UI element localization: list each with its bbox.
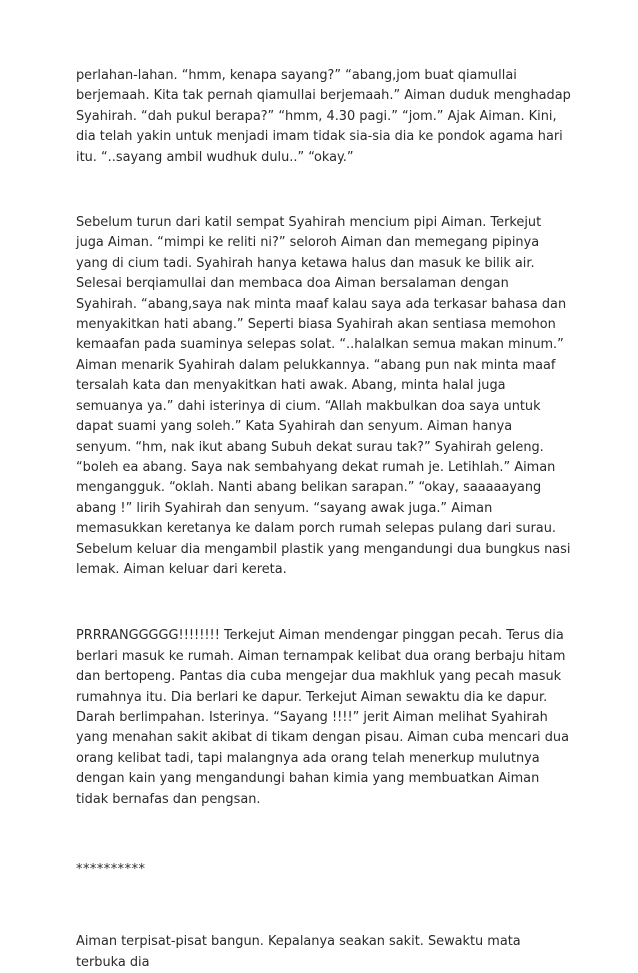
- paragraph-2: Sebelum turun dari katil sempat Syahirah mencium pipi Aiman. Terkejut juga Aiman. “mimpi ke reliti ni?” seloroh Aiman dan memegang pipinya yang di cium tadi. Syahirah hanya ketawa halus dan masuk ke bilik air. Selesai berqiamullai dan membaca doa Aiman bersalaman dengan Syahirah. “abang,saya nak minta maaf kalau saya ada terkasar bahasa dan menyakitkan hati abang.” Seperti biasa Syahirah akan sentiasa memohon kemaafan pada suaminya selepas solat. “..halalkan semua makan minum.” Aiman menarik Syahirah dalam pelukkannya. “abang pun nak minta maaf tersalah kata dan menyakitkan hati awak. Abang, minta halal juga semuanya ya.” dahi isterinya di cium. “Allah makbulkan doa saya untuk dapat suami yang soleh.” Kata Syahirah dan senyum. Aiman hanya senyum. “hm, nak ikut abang Subuh dekat surau tak?” Syahirah geleng. “boleh ea abang. Saya nak sembahyang dekat rumah je. Letihlah.” Aiman mengangguk. “oklah. Nanti abang belikan sarapan.” “okay, saaaaayang abang !” lirih Syahirah dan senyum. “sayang awak juga.” Aiman memasukkan keretanya ke dalam porch rumah selepas pulang dari surau. Sebelum keluar dia mengambil plastik yang mengandungi dua bungkus nasi lemak. Aiman keluar dari kereta.: [76, 215, 571, 577]
- paragraph-1: perlahan-lahan. “hmm, kenapa sayang?” “abang,jom buat qiamullai berjemaah. Kita tak pernah qiamullai berjemaah.” Aiman duduk menghadap Syahirah. “dah pukul berapa?” “hmm, 4.30 pagi.” “jom.” Ajak Aiman. Kini, dia telah yakin untuk menjadi imam tidak sia-sia dia ke pondok agama hari itu. “..sayang ambil wudhuk dulu..” “okay.”: [76, 68, 571, 165]
- paragraph-4: Aiman terpisat-pisat bangun. Kepalanya seakan sakit. Sewaktu mata terbuka dia: [76, 934, 521, 970]
- scene-separator: **********: [76, 862, 146, 877]
- document-body: [76, 66, 571, 973]
- paragraph-3: PRRRANGGGGG!!!!!!!! Terkejut Aiman mendengar pinggan pecah. Terus dia berlari masuk ke rumah. Aiman ternampak kelibat dua orang berbaju hitam dan bertopeng. Pantas dia cuba mengejar dua makhluk yang pecah masuk rumahnya itu. Dia berlari ke dapur. Terkejut Aiman sewaktu dia ke dapur. Darah berlimpahan. Isterinya. “Sayang !!!!” jerit Aiman melihat Syahirah yang menahan sakit akibat di tikam dengan pisau. Aiman cuba mencari dua orang kelibat tadi, tapi malangnya ada orang telah menerkup mulutnya dengan kain yang mengandungi bahan kimia yang membuatkan Aiman tidak bernafas dan pengsan.: [76, 628, 569, 807]
